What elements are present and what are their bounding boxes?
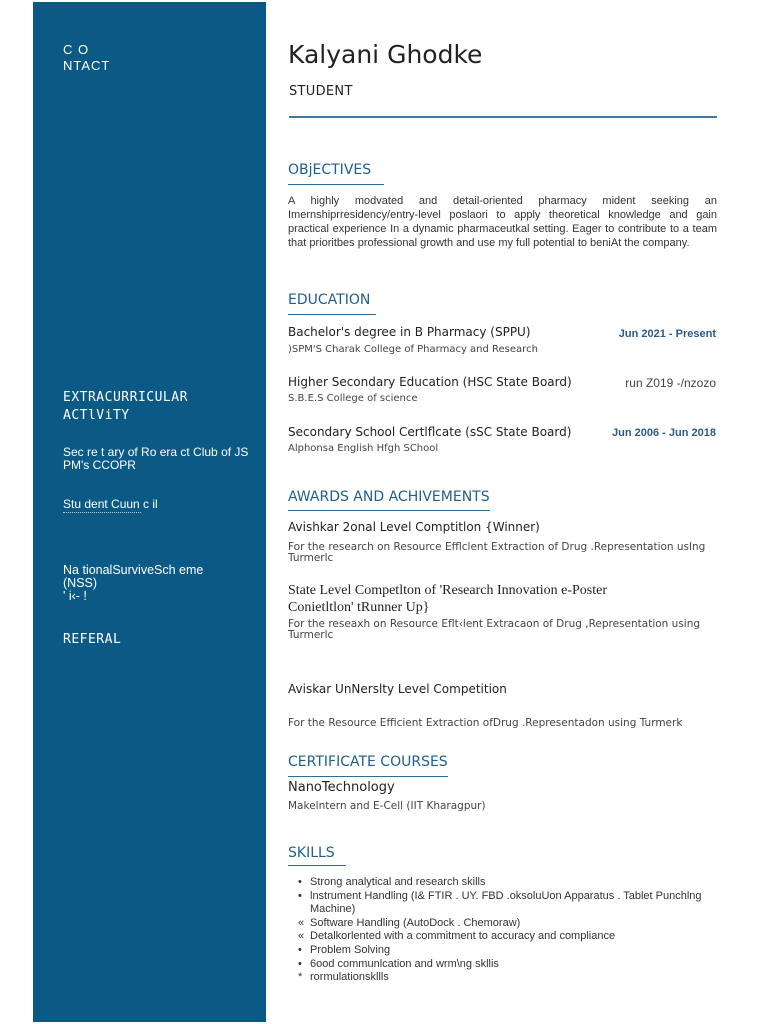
- objectives-underline: [288, 184, 384, 185]
- education-date-1: Jun 2021 - Present: [618, 328, 716, 340]
- skills-list: [298, 876, 718, 985]
- objectives-text: A highly modvated and detail-oriented pharmacy mident seeking an Imernshiprresidency/entry-level poslaori to apply theoretical knowledge and gain practical experience In a dynamic pharmaceutkal setting. Eager to contribute to a team that prioritbes professional growth and use my full potential to beniAt the company.: [288, 195, 717, 249]
- skill-text: Problem Solving: [310, 943, 391, 956]
- skills-heading: SKILLS: [288, 845, 335, 861]
- certificates-heading: CERTIFICATE COURSES: [288, 754, 448, 770]
- skill-item: [298, 971, 718, 985]
- education-degree-3: Secondary School Certlflcate (sSC State Board): [288, 425, 572, 439]
- skill-text: lnstrument Handling (I& FTIR . UY. FBD .oksoluUon Apparatus . Tablet Punchlng Machine): [310, 889, 702, 916]
- bullet-marker: •: [298, 943, 302, 956]
- skill-item: [298, 944, 718, 958]
- extracurricular-heading-line1: EXTRACURRICULAR: [63, 390, 188, 405]
- education-date-2: run Z019 -/nzozo: [625, 376, 716, 390]
- skill-text: Detalkorlented with a commitment to accuracy and compliance: [310, 930, 616, 943]
- bullet-marker: •: [298, 957, 302, 970]
- skill-item: [298, 958, 718, 972]
- activity-rotaract: Sec re t ary of Ro era ct Club of JS PM's CCOPR: [63, 445, 249, 472]
- objectives-heading: OBjECTIVES: [288, 162, 372, 178]
- skill-item: [298, 930, 718, 944]
- activity-nss-line3: ' i‹- !: [63, 589, 87, 603]
- award-title-2: State Level Competlton of 'Research Innovation e-Poster Conietltlon' tRunner Up}: [288, 583, 607, 615]
- skill-item: [298, 876, 718, 890]
- education-underline: [288, 314, 376, 315]
- extracurricular-heading-line2: ACTlViTY: [63, 408, 130, 423]
- referal-heading: REFERAL: [63, 632, 122, 647]
- skill-item: [298, 917, 718, 931]
- awards-underline: [288, 510, 490, 511]
- sidebar: [33, 2, 266, 1022]
- header-divider: [289, 116, 717, 118]
- education-school-1: )SPM'S Charak College of Pharmacy and Research: [288, 344, 538, 355]
- education-date-3: Jun 2006 - Jun 2018: [612, 427, 716, 439]
- award-title-1: Avishkar 2onal Level Comptitlon {Winner): [288, 520, 540, 534]
- skills-underline: [288, 865, 346, 866]
- certificate-org: Makelntern and E-Cell (IIT Kharagpur): [288, 800, 486, 812]
- activity-nss-line2: (NSS): [63, 576, 98, 590]
- contact-heading: [63, 42, 110, 74]
- activity-student-council: Stu dent Cuun c il: [63, 497, 158, 511]
- award-title-3: Aviskar UnNerslty Level Competition: [288, 682, 507, 696]
- bullet-marker: •: [298, 876, 302, 888]
- education-degree-2: Higher Secondary Education (HSC State Board): [288, 375, 572, 389]
- extracurricular-heading: [63, 389, 188, 425]
- skill-text: Software Handling (AutoDock . Chemoraw): [310, 916, 521, 929]
- skill-text: rormulationskllls: [310, 971, 389, 984]
- bullet-marker: «: [298, 930, 305, 943]
- skill-item: [298, 890, 718, 917]
- education-degree-1: Bachelor's degree in B Pharmacy (SPPU): [288, 325, 531, 339]
- education-school-3: Alphonsa English Hfgh SChool: [288, 443, 439, 454]
- education-heading: EDUCATION: [288, 292, 371, 308]
- education-school-2: S.B.E.S College of science: [288, 393, 418, 404]
- bullet-marker: «: [298, 916, 305, 929]
- scribble-mark: [63, 512, 141, 516]
- awards-heading: AWARDS AND ACHIVEMENTS: [288, 489, 490, 505]
- award-desc-1: For the research on Resource Efflclent Extraction of Drug .Representation uslng Turmerlc: [288, 541, 706, 564]
- bullet-marker: •: [298, 889, 302, 902]
- award-desc-2: For the reseaxh on Resource Eflt‹lent Extracaon of Drug ,Representation using Turmerlc: [288, 618, 701, 641]
- bullet-marker: *: [298, 971, 303, 984]
- activity-nss-line1: Na tionalSurviveSch eme: [63, 563, 204, 577]
- certificates-underline: [288, 776, 448, 777]
- skill-text: Strong analytical and research skills: [310, 876, 486, 888]
- candidate-name: Kalyani Ghodke: [288, 40, 483, 69]
- contact-heading-line2: NTACT: [63, 58, 111, 73]
- contact-heading-line1: C O: [63, 42, 90, 57]
- certificate-course: NanoTechnology: [288, 780, 395, 795]
- award-desc-3: For the Resource Efficient Extraction ofDrug .Representadon using Turmerk: [288, 717, 683, 729]
- activity-nss: [63, 564, 253, 603]
- skill-text: 6ood communlcation and wrm\ng skllis: [310, 957, 499, 970]
- candidate-role: STUDENT: [289, 84, 353, 99]
